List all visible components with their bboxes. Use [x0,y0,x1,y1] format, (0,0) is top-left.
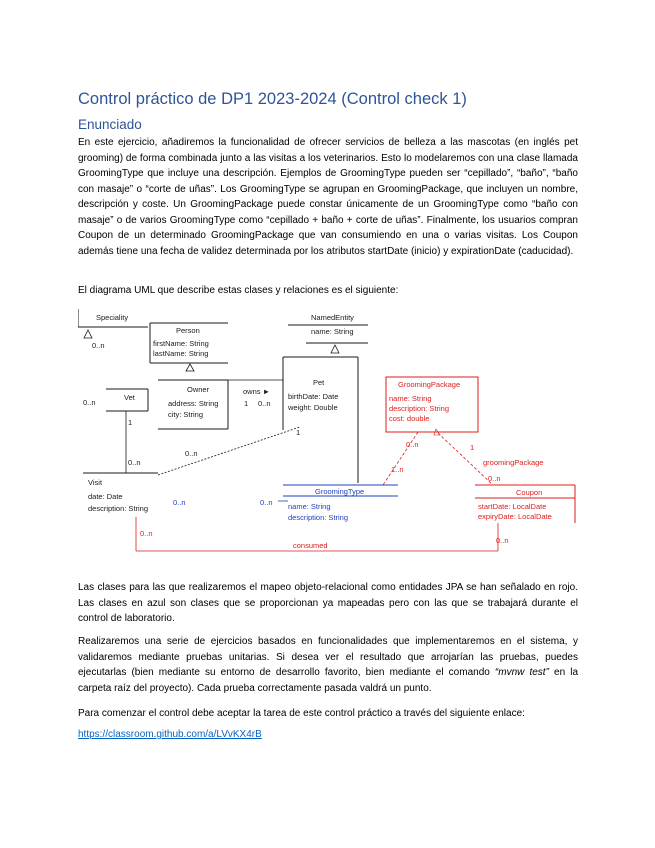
tests-text-before: Realizaremos una serie de ejercicios basados en funcionalidades que implementaremos en el sistema, y validaremos mediante pruebas unitarias. Si desea ver el resultado que arrojarían las pruebas, puedes ejecutarlas (bien mediante su entorno de desarrollo favorito, bien mediante el comando [78,636,578,678]
class-visit [83,449,198,551]
person-attr: firstName: String [153,339,209,348]
intro-paragraph: En este ejercicio, añadiremos la funcionalidad de ofrecer servicios de belleza a las mascotas (en inglés pet grooming) de forma combinada junto a las visitas a los veterinarios. Esto lo modelaremos con una clase llamada GroomingType que incluye una descripción. Ejemplos de GroomingType pueden ser “cepillado”, “baño”, “baño con masaje” o “corte de uñas”. Los GroomingType se agrupan en GroomingPackage, que incluyen un nombre, descripción y coste. Un GroomingPackage puede constar únicamente de un GroomingType como “baño con masaje” o de varios GroomingType como “cepillado + baño + corte de uñas”. Finalmente, los usuarios compran Coupon de un determinado GroomingPackage que van consumiendo en una o varias visitas. Los Coupon además tiene una fecha de validez determinada por los atributos startDate (inicio) y expirationDate (caducidad). [78,137,578,257]
grooming-type-attr: name: String [288,502,331,511]
consumed-label: consumed [293,541,328,550]
grooming-package-attr: description: String [389,404,450,413]
class-person [150,323,228,371]
gp-gt-mult-1n: 1..n [391,465,404,474]
class-named-entity [288,313,368,353]
visit-mult: 0..n [128,458,141,467]
class-grooming-package [383,377,543,485]
grooming-type-name: GroomingType [315,487,365,496]
vet-mult: 0..n [83,398,96,407]
grooming-package-name: GroomingPackage [398,380,461,389]
pet-attr: weight: Double [288,403,338,412]
association-consumed [136,541,498,551]
class-pet [158,357,358,483]
gp-gt-mult-0n: 0..n [406,440,419,449]
coupon-name: Coupon [516,488,543,497]
owner-pet-mult: 0..n [258,399,271,408]
gp-coupon-mult: 0..n [488,474,501,483]
classes-paragraph: Las clases para las que realizaremos el mapeo objeto-relacional como entidades JPA se han señalado en rojo. Las clases en azul son clases que se proporcionan ya mapeadas pero con las que se trabajará durante el control de laboratorio. [78,582,578,624]
owner-attr: address: String [168,399,219,408]
grooming-package-role: groomingPackage [483,458,544,467]
pet-name: Pet [313,378,325,387]
speciality-name: Speciality [96,313,129,322]
vet-name: Vet [124,393,135,402]
visit-consumed-mult: 0..n [140,529,153,538]
visit-name: Visit [88,478,103,487]
owns-label: owns ► [243,387,271,396]
document-title: Control práctico de DP1 2023-2024 (Control check 1) [78,90,467,108]
accept-paragraph: Para comenzar el control debe aceptar la tarea de este control práctico a través del siguiente enlace: [78,708,525,719]
owner-attr: city: String [168,410,204,419]
visit-attr: date: Date [88,492,123,501]
class-speciality [78,309,148,350]
gp-coupon-one: 1 [470,443,475,452]
person-name: Person [176,326,200,335]
visit-attr: description: String [88,504,149,513]
coupon-attr: startDate: LocalDate [478,502,547,511]
visit-pet-mult: 0..n [185,449,198,458]
grooming-package-attr: name: String [389,394,432,403]
pet-visit-one: 1 [296,428,301,437]
class-grooming-type [260,485,398,522]
visit-grooming-mult: 0..n [173,498,186,507]
uml-intro-paragraph: El diagrama UML que describe estas clases y relaciones es el siguiente: [78,285,399,296]
grooming-package-attr: cost: double [389,414,430,423]
grooming-type-attr: description: String [288,513,349,522]
owner-pet-one: 1 [244,399,249,408]
speciality-mult: 0..n [92,341,105,350]
owner-name: Owner [187,385,210,394]
section-heading: Enunciado [78,117,142,132]
person-attr: lastName: String [153,349,209,358]
class-coupon [475,485,575,551]
mvnw-command: “mvnw test” [494,667,549,678]
coupon-consumed-mult: 0..n [496,536,509,545]
named-entity-attr: name: String [311,327,354,336]
grooming-type-mult: 0..n [260,498,273,507]
named-entity-name: NamedEntity [311,313,354,322]
classroom-link[interactable]: https://classroom.github.com/a/LVvKX4rB [78,729,262,740]
tests-text-after: en la carpeta raíz del proyecto). Cada prueba correctamente pasada valdrá un punto. [78,667,579,694]
vet-visit-one: 1 [128,418,133,427]
pet-attr: birthDate: Date [288,392,339,401]
tests-paragraph [78,634,578,696]
uml-class-diagram [78,305,578,563]
coupon-attr: expiryDate: LocalDate [478,512,552,521]
class-owner [158,380,283,429]
